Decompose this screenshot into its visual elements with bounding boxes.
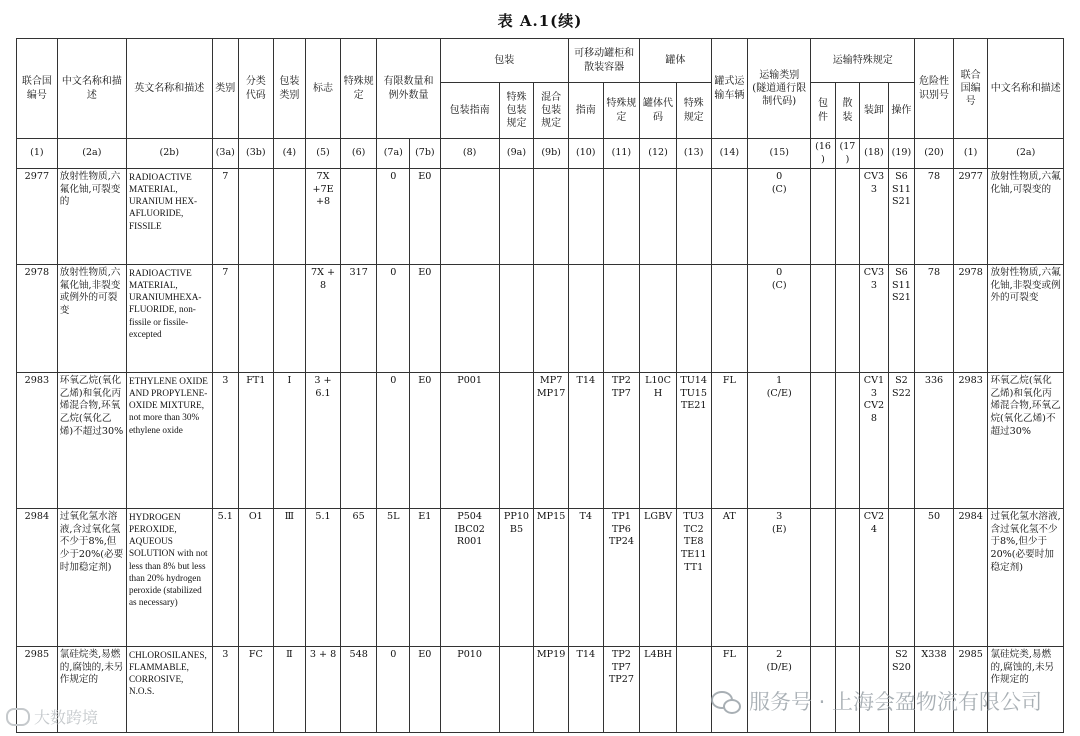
hdr-ts-loading: 装卸 xyxy=(860,83,889,139)
cell-c6: 317 xyxy=(340,265,377,373)
column-number: (2a) xyxy=(57,139,126,169)
hdr-transport-cat xyxy=(748,39,811,139)
cell-c6 xyxy=(340,373,377,509)
cell-c5: 3 + 8 xyxy=(306,647,341,733)
cell-c6: 548 xyxy=(340,647,377,733)
cell-c17 xyxy=(835,373,859,509)
hdr-un-no-2: 联合国编号 xyxy=(953,39,988,139)
cell-c19: S2 S22 xyxy=(888,373,914,509)
watermark-text: 服务号 · 上海会盈物流有限公司 xyxy=(748,690,1042,714)
column-number: (14) xyxy=(711,139,748,169)
column-number: (9a) xyxy=(499,139,534,169)
column-number: (8) xyxy=(440,139,499,169)
cell-c3b: FC xyxy=(239,647,274,733)
hdr-name-en: 英文名称和描述 xyxy=(126,39,212,139)
cell-c3a: 3 xyxy=(212,373,238,509)
hdr-pack-instr: 包装指南 xyxy=(440,83,499,139)
dangerous-goods-table xyxy=(16,38,1064,733)
name-en-cell: RADIOACTIVE MATERIAL, URANIUM HEX-AFLUORIDE, FISSILE xyxy=(126,169,212,265)
cell-c6: 65 xyxy=(340,509,377,647)
name-cn-bold: 放射性物质,六氟化铀, xyxy=(59,267,121,291)
cell-c12 xyxy=(640,265,677,373)
name-cn-bold: 放射性物质,六氟化铀,可裂变的 xyxy=(59,171,121,208)
cell-c14: FL xyxy=(711,373,748,509)
cell-c20: 50 xyxy=(915,509,954,647)
cell-c8 xyxy=(440,169,499,265)
cell-c8 xyxy=(440,265,499,373)
column-number: (18) xyxy=(860,139,889,169)
cell-c15: 0 (C) xyxy=(748,265,811,373)
cell-c17 xyxy=(835,509,859,647)
cell-c4 xyxy=(273,169,306,265)
brand-logo-icon xyxy=(6,708,30,726)
hdr-packaging: 包装 xyxy=(440,39,568,83)
column-number: (17) xyxy=(835,139,859,169)
cell-c12: LGBV xyxy=(640,509,677,647)
cell-c3a: 5.1 xyxy=(212,509,238,647)
cell-c9b xyxy=(534,169,569,265)
column-number: (16) xyxy=(811,139,835,169)
cell-c4 xyxy=(273,265,306,373)
un-number-cell: 2978 xyxy=(17,265,58,373)
cell-c14 xyxy=(711,169,748,265)
hdr-labels: 标志 xyxy=(306,39,341,139)
cell-c16 xyxy=(811,265,835,373)
column-number: (3b) xyxy=(239,139,274,169)
cell-c9a xyxy=(499,169,534,265)
cell-c7a: 0 xyxy=(377,265,410,373)
cell-c3a: 3 xyxy=(212,647,238,733)
cell-c19 xyxy=(888,509,914,647)
name-en-cell: HYDROGEN PEROXIDE, AQUEOUS SOLUTION with not less than 8% but less than 20% hydrogen peroxide (stabilized as necessary) xyxy=(126,509,212,647)
cell-c10: T4 xyxy=(568,509,603,647)
name-cn-bold: 过氧化氢水溶液, xyxy=(59,511,118,535)
cell-c3a: 7 xyxy=(212,169,238,265)
cell-c12: L10CH xyxy=(640,373,677,509)
cell-c4: I xyxy=(273,373,306,509)
hdr-class-code: 分类代码 xyxy=(239,39,274,139)
cell-c17 xyxy=(835,265,859,373)
column-number: (20) xyxy=(915,139,954,169)
cell-c13 xyxy=(676,647,711,733)
table-row xyxy=(17,265,1064,373)
cell-c20: 78 xyxy=(915,169,954,265)
table-row xyxy=(17,509,1064,647)
un-number-cell: 2985 xyxy=(17,647,58,733)
table-body xyxy=(17,169,1064,733)
cell-c5: 7X +7E +8 xyxy=(306,169,341,265)
cell-c9b xyxy=(534,265,569,373)
cell-c8: P010 xyxy=(440,647,499,733)
column-number: (12) xyxy=(640,139,677,169)
cell-c14: FL xyxy=(711,647,748,733)
wechat-icon xyxy=(711,689,741,713)
cell-c15: 3 (E) xyxy=(748,509,811,647)
cell-c7b: E0 xyxy=(410,265,441,373)
cell-c7a: 5L xyxy=(377,509,410,647)
column-number: (11) xyxy=(603,139,640,169)
cell-c7a: 0 xyxy=(377,169,410,265)
cell-c17 xyxy=(835,169,859,265)
corner-watermark-text: 大数跨境 xyxy=(34,708,99,727)
cell-c9a xyxy=(499,265,534,373)
name-cn-bold: 氯硅烷类,易燃的,腐蚀的,未另作规定的 xyxy=(990,649,1055,686)
name-cn-rest: 不超过30% xyxy=(990,413,1056,437)
un-number-cell-repeat: 2985 xyxy=(953,647,988,733)
cell-c9b: MP15 xyxy=(534,509,569,647)
hdr-special-pack: 特殊包装规定 xyxy=(499,83,534,139)
name-cn-bold: 环氧乙烷(氧化乙烯)和氧化丙烯混合物,环氧乙烷(氧化乙烯) xyxy=(59,375,122,437)
corner-watermark xyxy=(6,705,98,728)
hdr-ts-package: 包件 xyxy=(811,83,835,139)
name-cn-bold: 过氧化氢水溶液, xyxy=(990,511,1061,523)
un-number-cell-repeat: 2984 xyxy=(953,509,988,647)
cell-c11 xyxy=(603,265,640,373)
cell-c10: T14 xyxy=(568,373,603,509)
cell-c4: Ⅲ xyxy=(273,509,306,647)
cell-c10 xyxy=(568,169,603,265)
name-cn-rest: 非裂变或例外的可裂变 xyxy=(59,279,121,317)
cell-c16 xyxy=(811,509,835,647)
column-number: (6) xyxy=(340,139,377,169)
cell-c7a: 0 xyxy=(377,647,410,733)
name-cn-cell xyxy=(57,169,126,265)
cell-c9a xyxy=(499,647,534,733)
cell-c8: P504 IBC02 R001 xyxy=(440,509,499,647)
un-number-cell: 2983 xyxy=(17,373,58,509)
hdr-un-no: 联合国编号 xyxy=(17,39,58,139)
cell-c20: 336 xyxy=(915,373,954,509)
hdr-name-cn: 中文名称和描述 xyxy=(57,39,126,139)
name-cn-bold: 放射性物质,六氟化铀, xyxy=(990,267,1061,291)
table-row xyxy=(17,169,1064,265)
cell-c9a: PP10 B5 xyxy=(499,509,534,647)
un-number-cell-repeat: 2983 xyxy=(953,373,988,509)
watermark xyxy=(711,686,1042,716)
cell-c5: 7X + 8 xyxy=(306,265,341,373)
column-number: (13) xyxy=(676,139,711,169)
cell-c3b xyxy=(239,265,274,373)
column-number: (3a) xyxy=(212,139,238,169)
hdr-transport-cat-main: 运输类别 xyxy=(759,69,800,81)
cell-c13: TU3 TC2 TE8 TE11 TT1 xyxy=(676,509,711,647)
column-number: (2b) xyxy=(126,139,212,169)
cell-c18: CV33 xyxy=(860,169,889,265)
column-number: (1) xyxy=(953,139,988,169)
cell-c5: 3 + 6.1 xyxy=(306,373,341,509)
cell-c19: S6 S11 S21 xyxy=(888,265,914,373)
column-number: (7b) xyxy=(410,139,441,169)
cell-c16 xyxy=(811,169,835,265)
cell-c9a xyxy=(499,373,534,509)
cell-c3b: FT1 xyxy=(239,373,274,509)
name-cn-bold: 放射性物质,六氟化铀,可裂变的 xyxy=(990,171,1061,195)
cell-c20: X338 xyxy=(915,647,954,733)
cell-c11: TP2 TP7 xyxy=(603,373,640,509)
hdr-name-cn-2: 中文名称和描述 xyxy=(988,39,1064,139)
cell-c4: Ⅱ xyxy=(273,647,306,733)
column-number: (19) xyxy=(888,139,914,169)
hdr-ts-bulk: 散装 xyxy=(835,83,859,139)
cell-c6 xyxy=(340,169,377,265)
column-number: (7a) xyxy=(377,139,410,169)
name-cn-cell-repeat xyxy=(988,169,1064,265)
cell-c7b: E0 xyxy=(410,647,441,733)
cell-c15: 0 (C) xyxy=(748,169,811,265)
cell-c11: TP2 TP7 TP27 xyxy=(603,647,640,733)
column-number: (10) xyxy=(568,139,603,169)
name-cn-cell xyxy=(57,509,126,647)
name-cn-cell xyxy=(57,373,126,509)
hdr-transport-special: 运输特殊规定 xyxy=(811,39,915,83)
cell-c8: P001 xyxy=(440,373,499,509)
hdr-mixed-pack: 混合包装规定 xyxy=(534,83,569,139)
cell-c13 xyxy=(676,169,711,265)
cell-c13 xyxy=(676,265,711,373)
cell-c19: S6 S11 S21 xyxy=(888,169,914,265)
hdr-tank-special: 特殊规定 xyxy=(676,83,711,139)
cell-c15: 2 (D/E) xyxy=(748,647,811,733)
cell-c18: CV13 CV28 xyxy=(860,373,889,509)
column-number-row xyxy=(17,139,1064,169)
cell-c14 xyxy=(711,265,748,373)
cell-c12 xyxy=(640,169,677,265)
cell-c18: CV24 xyxy=(860,509,889,647)
cell-c9b: MP19 xyxy=(534,647,569,733)
cell-c10: T14 xyxy=(568,647,603,733)
cell-c14: AT xyxy=(711,509,748,647)
name-cn-bold: 氯硅烷类,易燃的,腐蚀的,未另作规定的 xyxy=(59,649,124,686)
cell-c16 xyxy=(811,373,835,509)
cell-c18: CV33 xyxy=(860,265,889,373)
hdr-hazard-id: 危险性识别号 xyxy=(915,39,954,139)
cell-c19: S2 S20 xyxy=(888,647,914,733)
cell-c15: 1 (C/E) xyxy=(748,373,811,509)
cell-c10 xyxy=(568,265,603,373)
name-en-cell: ETHYLENE OXIDE AND PROPYLENE-OXIDE MIXTURE, not more than 30% ethylene oxide xyxy=(126,373,212,509)
hdr-vehicle: 罐式运输车辆 xyxy=(711,39,748,139)
cell-c7b: E1 xyxy=(410,509,441,647)
hdr-ts-operation: 操作 xyxy=(888,83,914,139)
column-number: (5) xyxy=(306,139,341,169)
hdr-packing-group: 包装类别 xyxy=(273,39,306,139)
hdr-portable: 可移动罐柜和散装容器 xyxy=(568,39,639,83)
hdr-class: 类别 xyxy=(212,39,238,139)
column-number: (2a) xyxy=(988,139,1064,169)
hdr-limited-qty: 有限数量和例外数量 xyxy=(377,39,440,139)
un-number-cell: 2977 xyxy=(17,169,58,265)
cell-c12: L4BH xyxy=(640,647,677,733)
hdr-port-special: 特殊规定 xyxy=(603,83,640,139)
name-cn-rest: 非裂变或例外的可裂变 xyxy=(990,279,1061,304)
name-en-cell: RADIOACTIVE MATERIAL, URANIUMHEXA-FLUORIDE, non-fissile or fissile-excepted xyxy=(126,265,212,373)
cell-c13: TU14 TU15 TE21 xyxy=(676,373,711,509)
hdr-transport-cat-sub: (隧道通行限制代码) xyxy=(752,82,807,108)
column-number: (4) xyxy=(273,139,306,169)
name-cn-rest: 含过氧化氢不少于8%,但少于20%(必要时加稳定剂) xyxy=(990,523,1058,573)
cell-c3b: O1 xyxy=(239,509,274,647)
name-cn-cell xyxy=(57,265,126,373)
name-cn-cell-repeat xyxy=(988,265,1064,373)
name-cn-cell-repeat xyxy=(988,373,1064,509)
cell-c11 xyxy=(603,169,640,265)
table-row xyxy=(17,373,1064,509)
cell-c11: TP1 TP6 TP24 xyxy=(603,509,640,647)
cell-c7a: 0 xyxy=(377,373,410,509)
name-cn-rest: 不超过30% xyxy=(73,425,124,437)
cell-c5: 5.1 xyxy=(306,509,341,647)
column-number: (15) xyxy=(748,139,811,169)
cell-c20: 78 xyxy=(915,265,954,373)
cell-c3a: 7 xyxy=(212,265,238,373)
name-cn-rest: 含过氧化氢不少于8%,但少于20%(必要时加稳定剂) xyxy=(59,523,124,573)
page-title: 表 A.1(续) xyxy=(497,12,583,30)
un-number-cell-repeat: 2978 xyxy=(953,265,988,373)
name-cn-cell-repeat xyxy=(988,509,1064,647)
hdr-tank-code: 罐体代码 xyxy=(640,83,677,139)
cell-c9b: MP7 MP17 xyxy=(534,373,569,509)
un-number-cell: 2984 xyxy=(17,509,58,647)
un-number-cell-repeat: 2977 xyxy=(953,169,988,265)
hdr-tank: 罐体 xyxy=(640,39,711,83)
hdr-port-instr: 指南 xyxy=(568,83,603,139)
cell-c7b: E0 xyxy=(410,169,441,265)
name-en-cell: CHLOROSILANES, FLAMMABLE, CORROSIVE, N.O.S. xyxy=(126,647,212,733)
hdr-special-provisions: 特殊规定 xyxy=(340,39,377,139)
column-number: (1) xyxy=(17,139,58,169)
column-number: (9b) xyxy=(534,139,569,169)
name-cn-bold: 环氧乙烷(氧化乙烯)和氧化丙烯混合物,环氧乙烷(氧化乙烯) xyxy=(990,375,1061,425)
cell-c3b xyxy=(239,169,274,265)
cell-c7b: E0 xyxy=(410,373,441,509)
